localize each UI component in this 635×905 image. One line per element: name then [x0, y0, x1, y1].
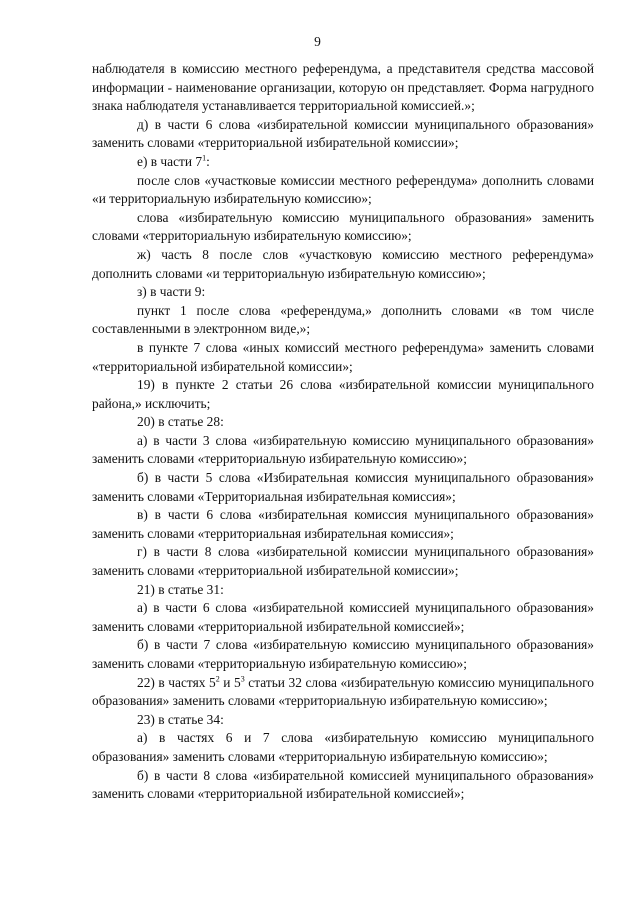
paragraph: а) в частях 6 и 7 слова «избирательную комиссию муниципального образования» заменить словами «территориальную избирательную комиссию»;: [92, 730, 594, 764]
paragraph: б) в части 5 слова «Избирательная комиссия муниципального образования» заменить словами «Территориальная избирательная комиссия»;: [92, 470, 594, 504]
paragraph: а) в части 3 слова «избирательную комиссию муниципального образования» заменить словами «территориальную избирательную комиссию»;: [92, 432, 594, 467]
paragraph: слова «избирательную комиссию муниципального образования» заменить словами «территориальную избирательную комиссию»;: [92, 209, 594, 244]
superscript: 2: [215, 674, 220, 684]
paragraph: 19) в пункте 2 статьи 26 слова «избирательной комиссии муниципального района,» исключить;: [92, 377, 594, 411]
paragraph: б) в части 7 слова «избирательную комиссию муниципального образования» заменить словами «территориальную избирательную комиссию»;: [92, 637, 594, 671]
paragraph: з) в части 9:: [137, 284, 206, 300]
paragraph: в) в части 6 слова «избирательная комиссия муниципального образования» заменить словами «территориальная избирательная комиссия»;: [92, 507, 594, 541]
paragraph: ж) часть 8 после слов «участковую комиссию местного референдума» дополнить словами «и территориальную избирательную комиссию»;: [92, 246, 594, 281]
paragraph-text: статьи 32 слова «избирательную комиссию муниципального образования» заменить словами «территориальную избирательную комиссию»;: [92, 674, 594, 709]
paragraph: наблюдателя в комиссию местного референдума, а представителя средства массовой информации - наименование организации, которую он представляет. Форма нагрудного знака наблюдателя устанавливается территориальной комиссией.»;: [92, 61, 594, 114]
paragraph: [92, 674, 594, 711]
paragraph: г) в части 8 слова «избирательной комиссии муниципального образования» заменить словами «территориальной избирательной комиссии»;: [92, 544, 594, 579]
paragraph: 23) в статье 34:: [137, 711, 224, 727]
paragraph-text: 22) в частях 5: [137, 674, 216, 690]
superscript: 1: [202, 153, 207, 163]
document-body: [92, 60, 594, 804]
paragraph-text: е) в части 7: [137, 153, 203, 169]
paragraph: а) в части 6 слова «избирательной комиссией муниципального образования» заменить словами «территориальной избирательной комиссией»;: [92, 600, 594, 634]
paragraph: [92, 153, 594, 172]
page-number: 9: [314, 34, 321, 49]
paragraph: 21) в статье 31:: [137, 581, 224, 597]
paragraph: пункт 1 после слова «референдума,» дополнить словами «в том числе составленными в электронном виде,»;: [92, 302, 594, 337]
paragraph: б) в части 8 слова «избирательной комиссией муниципального образования» заменить словами «территориальной избирательной комиссией»;: [92, 767, 594, 802]
paragraph: д) в части 6 слова «избирательной комиссии муниципального образования» заменить словами «территориальной избирательной комиссии»;: [92, 116, 594, 151]
paragraph: 20) в статье 28:: [137, 414, 224, 430]
paragraph: после слов «участковые комиссии местного референдума» дополнить словами «и территориальную избирательную комиссию»;: [92, 172, 594, 207]
paragraph-text: и 5: [219, 674, 241, 690]
paragraph-text: :: [206, 153, 210, 169]
superscript: 3: [240, 674, 245, 684]
paragraph: в пункте 7 слова «иных комиссий местного референдума» заменить словами «территориальной избирательной комиссии»;: [92, 339, 594, 374]
